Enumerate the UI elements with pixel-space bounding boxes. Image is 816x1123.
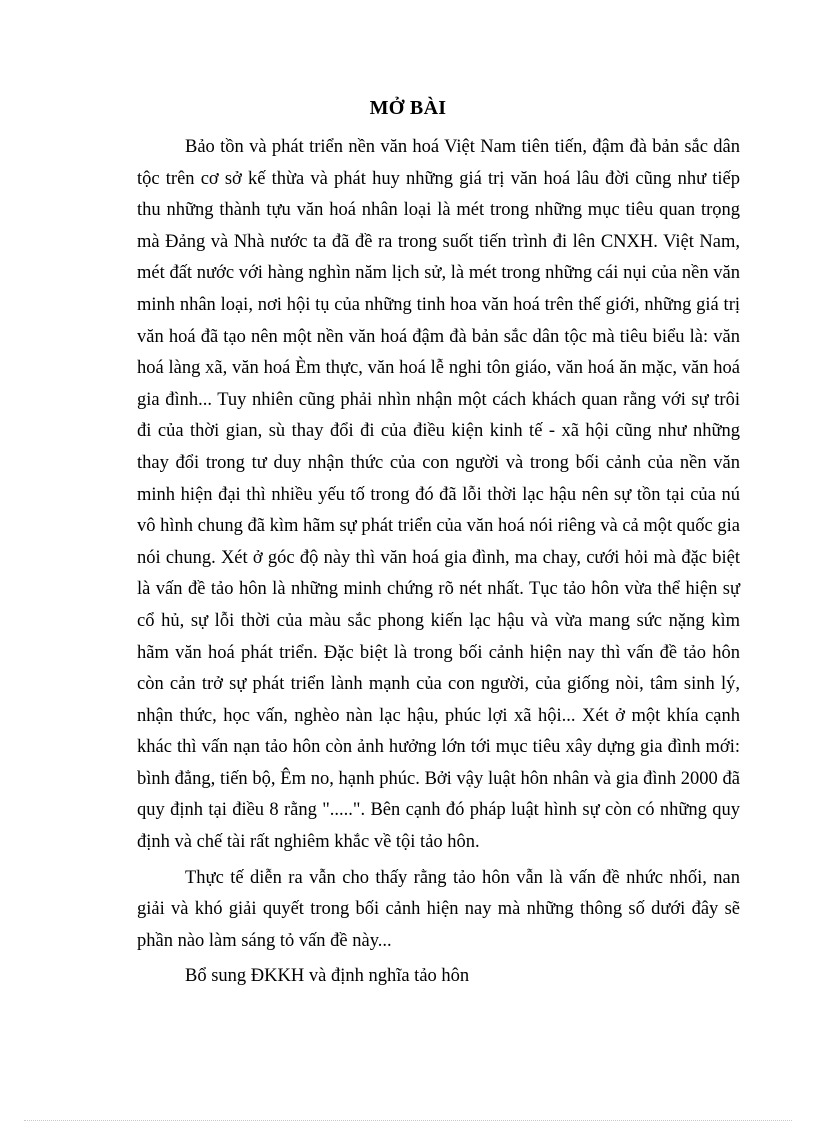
paragraph-intro: Bảo tồn và phát triển nền văn hoá Việt Nam tiên tiến, đậm đà bản sắc dân tộc trên cơ sở kế thừa và phát huy những giá trị văn hoá lâu đời cũng như tiếp thu những thành tựu văn hoá nhân loại là mét trong những mục tiêu quan trọng mà Đảng và Nhà nước ta đã đề ra trong suốt tiến trình đi lên CNXH. Việt Nam, mét đất nước với hàng nghìn năm lịch sử, là mét trong những cái nụi của nền văn minh nhân loại, nơi hội tụ của những tinh hoa văn hoá trên thế giới, những giá trị văn hoá đã tạo nên một nền văn hoá đậm đà bản sắc dân tộc mà tiêu biểu là: văn hoá làng xã, văn hoá Èm thực, văn hoá lễ nghi tôn giáo, văn hoá ăn mặc, văn hoá gia đình... Tuy nhiên cũng phải nhìn nhận một cách khách quan rằng với sự trôi đi của thời gian, sù thay đổi đi của điều kiện kinh tế - xã hội cũng như những thay đổi trong tư duy nhận thức của con người và trong bối cảnh của nền văn minh hiện đại thì nhiều yếu tố trong đó đã lỗi thời lạc hậu nên sự tồn tại của nú vô hình chung đã kìm hãm sự phát triển của văn hoá nói riêng và cả một quốc gia nói chung. Xét ở góc độ này thì văn hoá gia đình, ma chay, cưới hỏi mà đặc biệt là vấn đề tảo hôn là những minh chứng rõ nét nhất. Tục tảo hôn vừa thể hiện sự cổ hủ, sự lỗi thời của màu sắc phong kiến lạc hậu và vừa mang sức nặng kìm hãm văn hoá phát triển. Đặc biệt là trong bối cảnh hiện nay thì vấn đề tảo hôn còn cản trở sự phát triển lành mạnh của con người, của giống nòi, tâm sinh lý, nhận thức, học vấn, nghèo nàn lạc hậu, phúc lợi xã hội... Xét ở một khía cạnh khác thì vấn nạn tảo hôn còn ảnh hưởng lớn tới mục tiêu xây dựng gia đình mới: bình đẳng, tiến bộ, Êm no, hạnh phúc. Bởi vậy luật hôn nhân và gia đình 2000 đã quy định tại điều 8 rằng ".....". Bên cạnh đó pháp luật hình sự còn có những quy định và chế tài rất nghiêm khắc về tội tảo hôn. bbox=[137, 137, 740, 853]
paragraph-note: Bổ sung ĐKKH và định nghĩa tảo hôn bbox=[185, 966, 470, 987]
page-bottom-border bbox=[24, 1120, 792, 1121]
paragraph-reality: Thực tế diễn ra vẫn cho thấy rằng tảo hôn vẫn là vấn đề nhức nhối, nan giải và khó giải quyết trong bối cảnh hiện nay mà những thông số dưới đây sẽ phần nào làm sáng tỏ vấn đề này... bbox=[137, 867, 740, 951]
page-title: MỞ BÀI bbox=[369, 97, 447, 119]
document-body bbox=[137, 132, 740, 993]
